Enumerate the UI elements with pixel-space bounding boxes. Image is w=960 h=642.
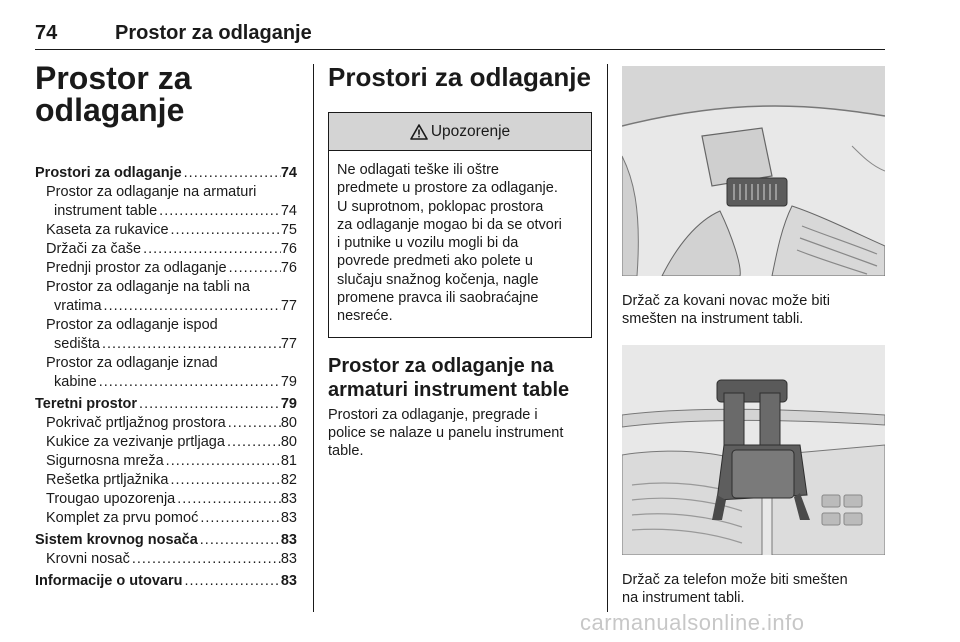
toc-item-link[interactable]: Držači za čaše ..... 76 [35, 240, 297, 259]
coin-holder-illustration [622, 66, 885, 276]
toc-item-link[interactable]: kabine ..... 79 [35, 373, 297, 392]
watermark: carmanualsonline.info [580, 610, 805, 635]
warning-header [329, 113, 591, 151]
toc-item-link[interactable]: Prostor za odlaganje ispod [46, 317, 218, 333]
toc-section-link[interactable]: Prostori za odlaganje ..... 74 [35, 164, 297, 183]
section-title: Prostori za odlaganje [328, 62, 591, 92]
warning-box [328, 112, 592, 338]
caption-coin-holder: Držač za kovani novac može biti smešten na instrument tabli. [622, 293, 830, 328]
running-title: Prostor za odlaganje [115, 22, 312, 44]
toc-item-link[interactable]: Prostor za odlaganje na armaturi [46, 184, 257, 200]
page-header [35, 20, 885, 50]
toc-item-link[interactable]: Komplet za prvu pomoć ..... 83 [35, 509, 297, 528]
phone-holder-illustration [622, 345, 885, 555]
warning-triangle-icon [410, 124, 428, 140]
body-paragraph: Prostori za odlaganje, pregrade i police se nalaze u panelu instrument table. [328, 406, 564, 460]
toc [35, 164, 297, 591]
toc-item-link[interactable]: Pokrivač prtljažnog prostora ..... 80 [35, 414, 297, 433]
toc-item-link[interactable]: Prostor za odlaganje na tabli na [46, 279, 250, 295]
toc-section-link[interactable]: Sistem krovnog nosača ..... 83 [35, 531, 297, 550]
toc-item-link[interactable]: Krovni nosač ..... 83 [35, 550, 297, 569]
warning-label: Upozorenje [430, 122, 511, 140]
page-number: 74 [35, 22, 58, 44]
toc-item-link[interactable]: instrument table ..... 74 [35, 202, 297, 221]
toc-item-link[interactable]: Prostor za odlaganje iznad [46, 355, 218, 371]
toc-item-link[interactable]: vratima ..... 77 [35, 297, 297, 316]
chapter-title: Prostor za odlaganje [35, 60, 192, 128]
toc-item-link[interactable]: Rešetka prtljažnika ..... 82 [35, 471, 297, 490]
caption-phone-holder: Držač za telefon može biti smešten na instrument tabli. [622, 571, 848, 606]
toc-section-link[interactable]: Informacije o utovaru ..... 83 [35, 572, 297, 591]
toc-item-link[interactable]: Kukice za vezivanje prtljaga ..... 80 [35, 433, 297, 452]
toc-item-link[interactable]: Prednji prostor za odlaganje ..... 76 [35, 259, 297, 278]
toc-item-link[interactable]: Kaseta za rukavice ..... 75 [35, 221, 297, 240]
toc-item-link[interactable]: sedišta ..... 77 [35, 335, 297, 354]
header-rule [35, 49, 885, 50]
column-divider [313, 64, 314, 612]
middle-column [328, 62, 592, 461]
toc-item-link[interactable]: Trougao upozorenja ..... 83 [35, 490, 297, 509]
toc-section-link[interactable]: Teretni prostor ..... 79 [35, 395, 297, 414]
column-divider [607, 64, 608, 612]
subsection-title: Prostor za odlaganje na armaturi instrument table [328, 354, 570, 401]
warning-text: Ne odlagati teške ili oštre predmete u prostore za odlaganje. U suprotnom, poklopac prostora za odlaganje mogao bi da se otvori i putnike u vozilu mogli bi da povrede predmeti ako polete u slučaju snažnog kočenja, nagle promene pravca ili saobraćajne nesreće. [337, 162, 562, 325]
left-column [35, 62, 297, 591]
right-column [622, 66, 885, 607]
toc-item-link[interactable]: Sigurnosna mreža ..... 81 [35, 452, 297, 471]
